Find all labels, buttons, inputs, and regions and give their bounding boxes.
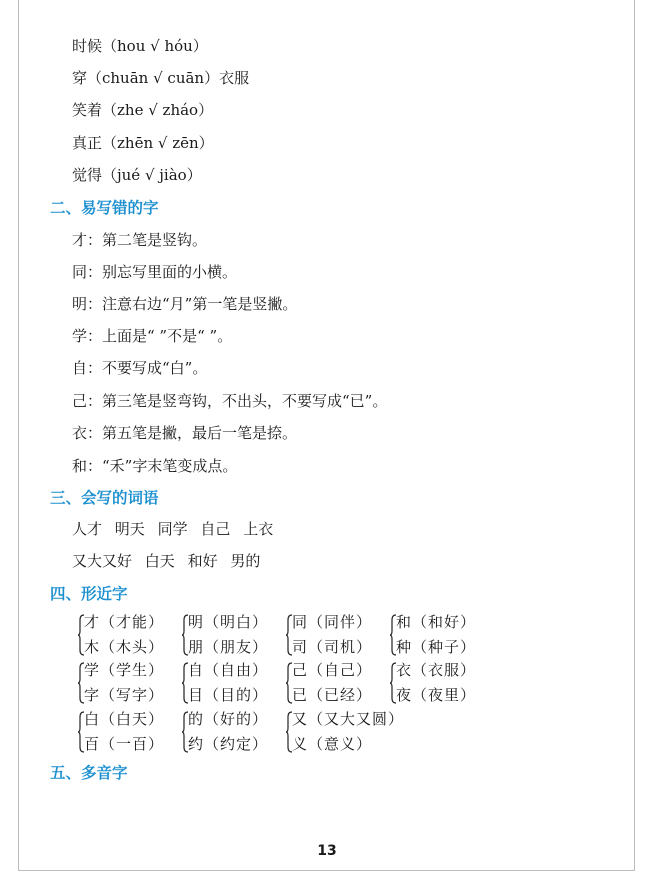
list-item: 衣：第五笔是撇，最后一笔是捺。: [72, 424, 298, 442]
word: 上衣: [243, 520, 274, 538]
word: 人才: [72, 520, 103, 538]
pinyin-item: 时候（hou √ hóu）: [72, 37, 208, 55]
pair-top: 同（同伴）: [292, 613, 373, 631]
pair-bottom: 木（木头）: [84, 638, 165, 656]
section-heading-5: 五、多音字: [50, 764, 128, 782]
pair-bottom: 目（目的）: [188, 686, 269, 704]
list-item: 和：“禾”字末笔变成点。: [72, 457, 238, 475]
pair-top: 衣（衣服）: [396, 661, 477, 679]
list-item: 明：注意右边“月”第一笔是竖撇。: [72, 295, 298, 313]
list-item: 自：不要写成“白”。: [72, 359, 208, 377]
section-heading-2: 二、易写错的字: [50, 199, 159, 217]
section-heading-3: 三、会写的词语: [50, 489, 159, 507]
word: 同学: [157, 520, 188, 538]
pair-top: 自（自由）: [188, 661, 269, 679]
word: 明天: [114, 520, 145, 538]
pair-top: 的（好的）: [188, 710, 269, 728]
pinyin-item: 笑着（zhe √ zháo）: [72, 101, 214, 119]
word-row-2: [72, 551, 268, 571]
word: 男的: [230, 552, 261, 570]
pinyin-item: 真正（zhēn √ zēn）: [72, 134, 214, 152]
pair-top: 和（和好）: [396, 613, 477, 631]
pair-top: 白（白天）: [84, 710, 165, 728]
pinyin-item: 穿（chuān √ cuān）衣服: [72, 69, 250, 87]
pair-bottom: 种（种子）: [396, 638, 477, 656]
pair-top: 明（明白）: [188, 613, 269, 631]
pinyin-item: 觉得（jué √ jiào）: [72, 166, 202, 184]
word-row-1: [72, 519, 281, 539]
pair-bottom: 朋（朋友）: [188, 638, 269, 656]
word: 白天: [144, 552, 175, 570]
word: 和好: [187, 552, 218, 570]
pair-bottom: 义（意义）: [292, 735, 373, 753]
word: 又大又好: [72, 552, 133, 570]
pair-bottom: 夜（夜里）: [396, 686, 477, 704]
pair-bottom: 已（已经）: [292, 686, 373, 704]
pair-bottom: 约（约定）: [188, 735, 269, 753]
pair-bottom: 字（写字）: [84, 686, 165, 704]
section-heading-4: 四、形近字: [50, 585, 128, 603]
pair-top: 才（才能）: [84, 613, 165, 631]
pair-top: 又（又大又圆）: [292, 710, 405, 728]
list-item: 才：第二笔是竖钩。: [72, 231, 208, 249]
pair-bottom: 百（一百）: [84, 735, 165, 753]
pair-top: 己（自己）: [292, 661, 373, 679]
list-item: 己：第三笔是竖弯钩，不出头，不要写成“已”。: [72, 392, 388, 410]
list-item: 学：上面是“ ”不是“ ”。: [72, 327, 233, 345]
word: 自己: [200, 520, 231, 538]
page-number: 13: [317, 843, 337, 859]
list-item: 同：别忘写里面的小横。: [72, 263, 238, 281]
pair-bottom: 司（司机）: [292, 638, 373, 656]
pair-top: 学（学生）: [84, 661, 165, 679]
